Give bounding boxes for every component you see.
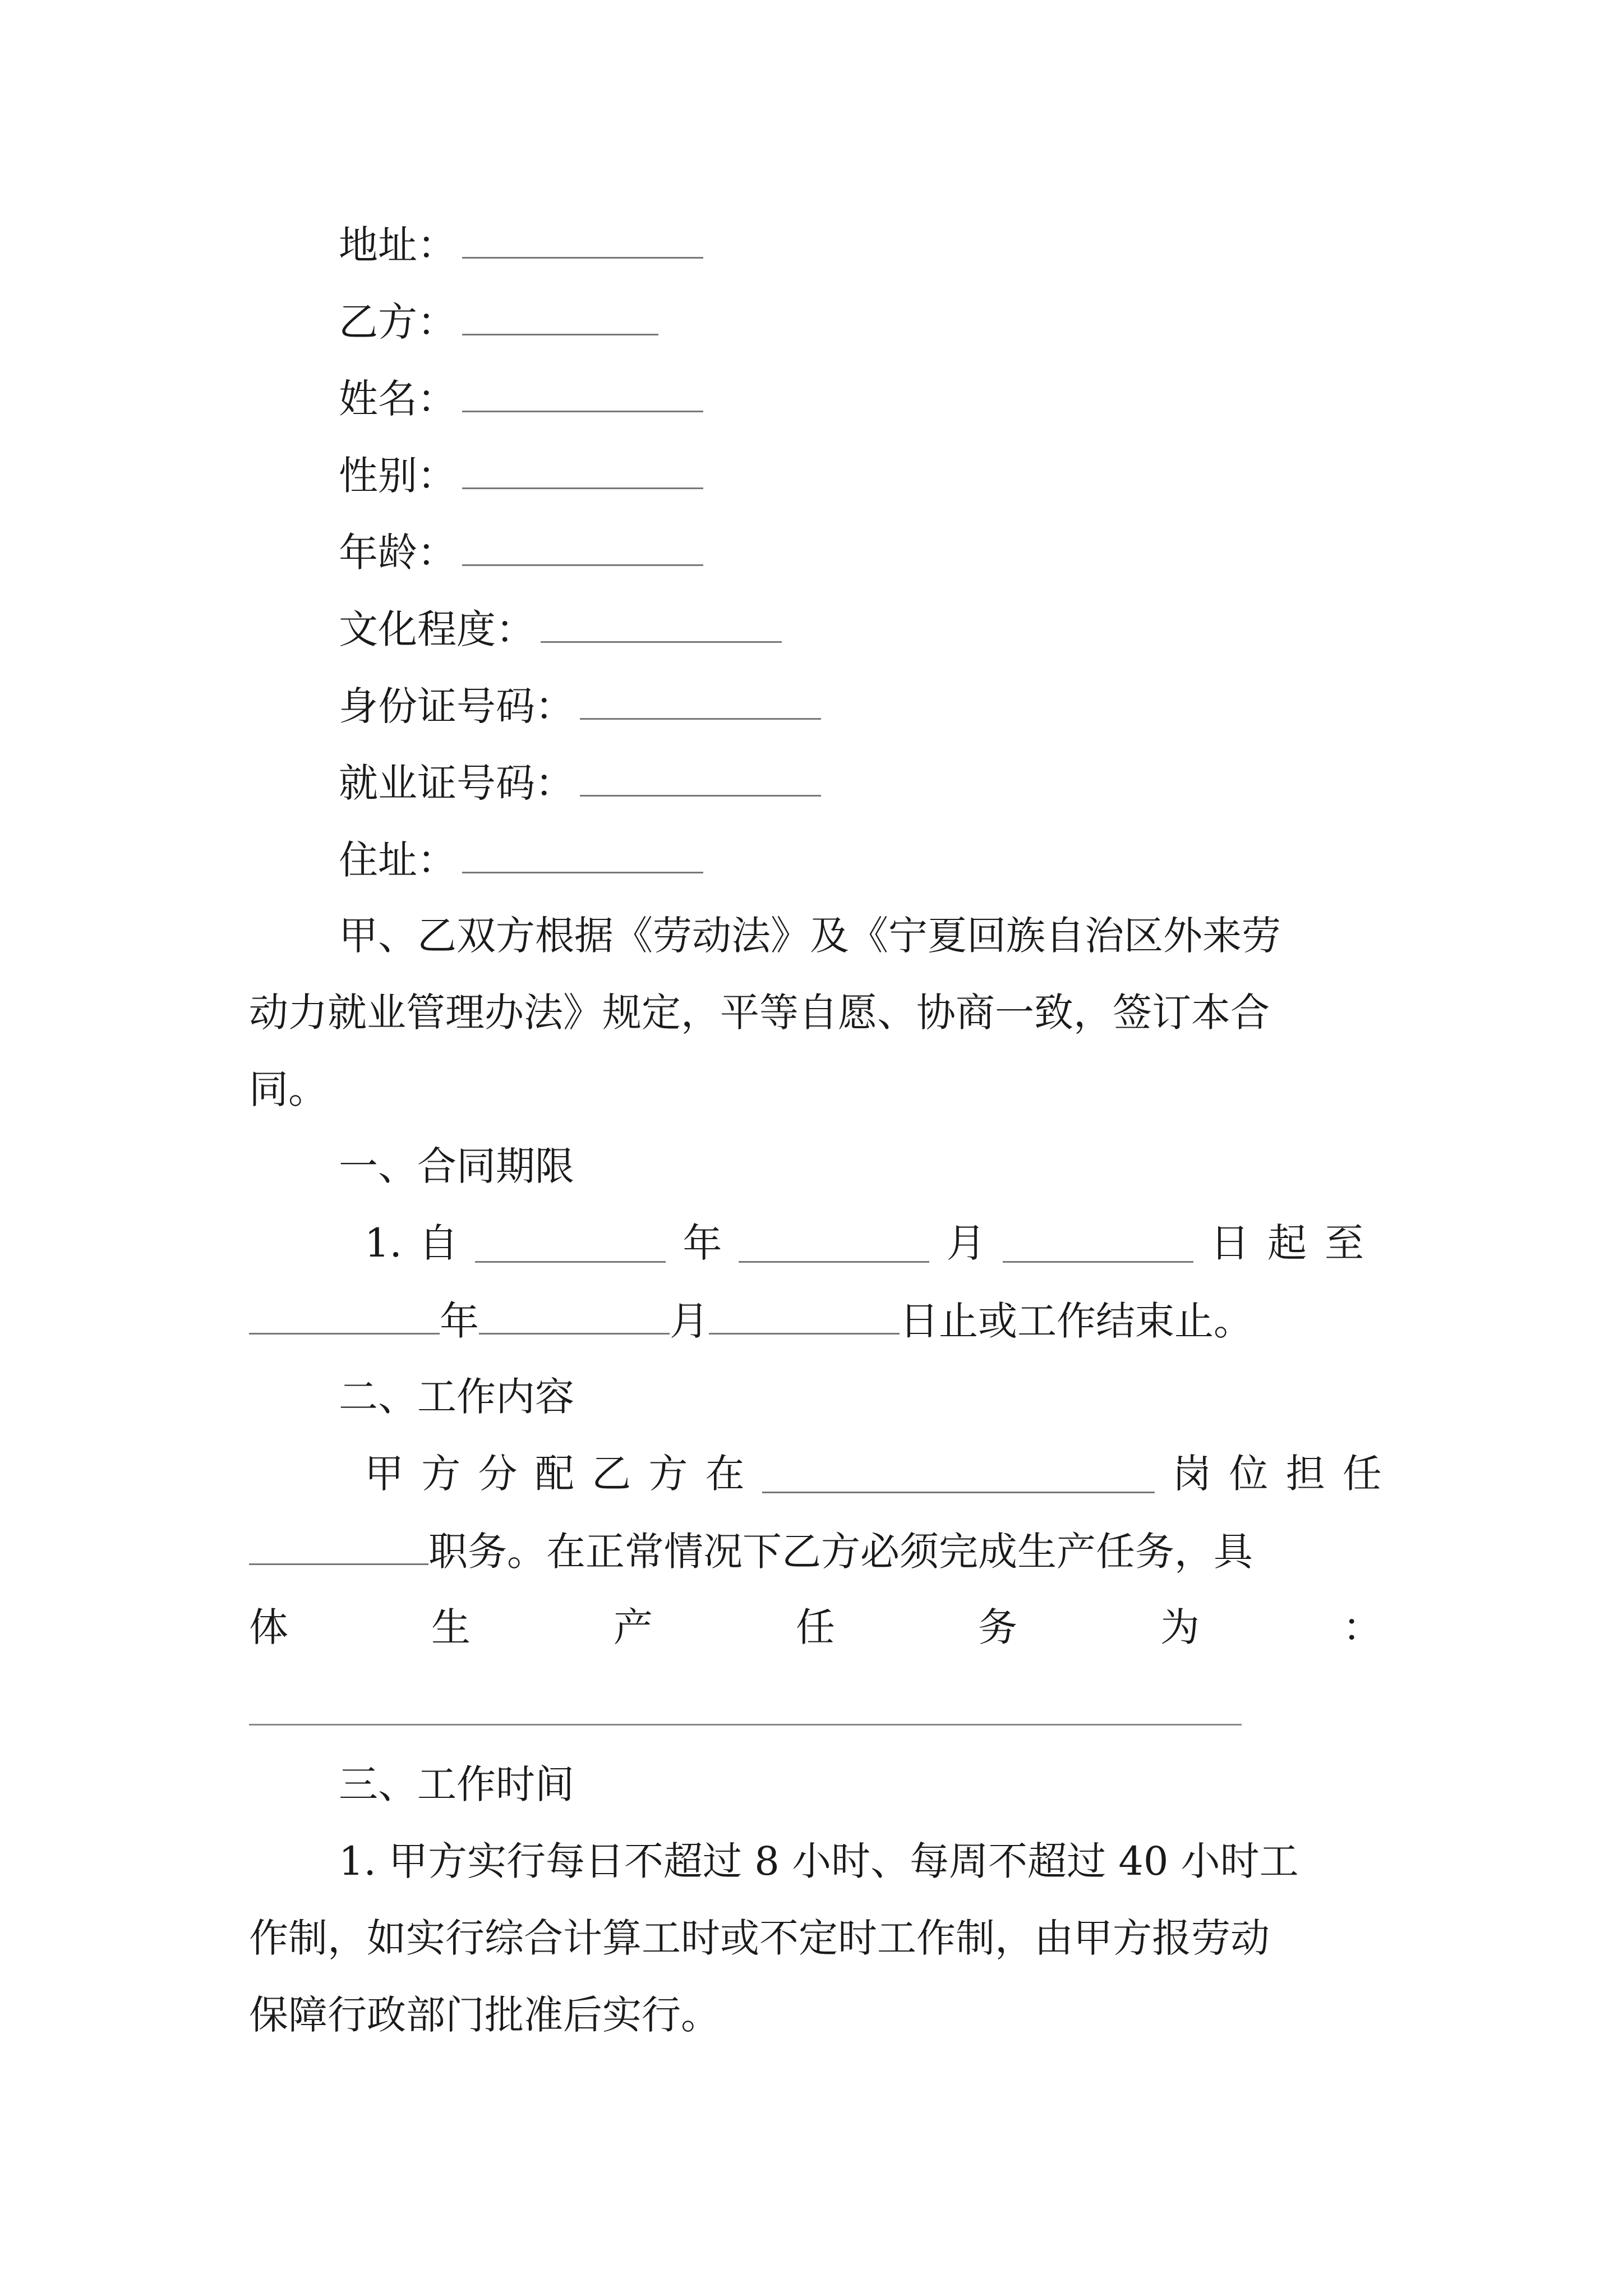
- name-field: [339, 376, 703, 422]
- start-year-blank: [475, 1228, 666, 1263]
- assign-char: 方: [421, 1451, 461, 1497]
- duty-blank: [249, 1531, 428, 1565]
- employment-cert-blank: [580, 762, 821, 797]
- party-b-field: [339, 299, 658, 345]
- id-number-field: [339, 683, 821, 729]
- assign-char: 分: [478, 1451, 518, 1497]
- post-blank: [762, 1459, 1155, 1493]
- end-month-blank: [479, 1300, 670, 1335]
- address-field: [339, 222, 703, 268]
- term-from: 自: [418, 1220, 458, 1266]
- party-b-blank: [462, 301, 658, 335]
- post-char: 岗: [1172, 1451, 1212, 1497]
- start-day-blank: [1003, 1228, 1193, 1263]
- employment-cert-label: 就业证号码：: [339, 760, 574, 806]
- intro-line-2: 动力就业管理办法》规定，平等自愿、协商一致，签订本合: [249, 990, 1270, 1036]
- assign-char: 乙: [592, 1451, 631, 1497]
- education-label: 文化程度：: [339, 606, 535, 652]
- id-number-blank: [580, 685, 821, 720]
- term-end-month: 月: [670, 1298, 709, 1344]
- section-2-heading: 二、工作内容: [339, 1374, 574, 1420]
- section-1-heading: 一、合同期限: [339, 1143, 574, 1189]
- name-blank: [462, 378, 703, 412]
- task-char: 体: [249, 1604, 288, 1650]
- start-month-blank: [739, 1228, 929, 1263]
- term-month: 月: [946, 1220, 986, 1266]
- term-line-2: [249, 1298, 1253, 1344]
- term-day-until: 日起至: [1210, 1220, 1382, 1266]
- task-line: [249, 1604, 1382, 1650]
- address-label: 地址：: [339, 222, 457, 268]
- residence-field: [339, 837, 703, 883]
- term-line-1: [365, 1220, 1382, 1266]
- gender-field: [339, 453, 703, 499]
- residence-label: 住址：: [339, 837, 457, 883]
- address-blank: [462, 224, 703, 259]
- intro-line-3: 同。: [249, 1066, 328, 1112]
- task-char: ：: [1343, 1604, 1382, 1650]
- assign-char: 甲: [365, 1451, 404, 1497]
- task-char: 为: [1160, 1604, 1200, 1650]
- term-end-text: 日止或工作结束止。: [900, 1298, 1253, 1344]
- age-label: 年龄：: [339, 530, 457, 576]
- age-blank: [462, 532, 703, 566]
- task-char: 产: [614, 1604, 653, 1650]
- post-char: 任: [1342, 1451, 1382, 1497]
- term-year: 年: [683, 1220, 722, 1266]
- work-hours-line-3: 保障行政部门批准后实行。: [249, 1992, 720, 2038]
- section-3-heading: 三、工作时间: [339, 1761, 574, 1807]
- work-hours-line-2: 作制，如实行综合计算工时或不定时工作制，由甲方报劳动: [249, 1915, 1270, 1961]
- party-b-label: 乙方：: [339, 299, 457, 345]
- term-item-number: 1.: [365, 1220, 402, 1266]
- task-blank: [249, 1724, 1242, 1726]
- assign-char: 配: [534, 1451, 574, 1497]
- task-char: 任: [796, 1604, 835, 1650]
- employment-cert-field: [339, 760, 821, 806]
- work-hours-line-1: 1. 甲方实行每日不超过 8 小时、每周不超过 40 小时工: [339, 1838, 1299, 1884]
- education-field: [339, 606, 782, 652]
- post-char: 担: [1285, 1451, 1325, 1497]
- assign-char: 在: [705, 1451, 745, 1497]
- assign-char: 方: [648, 1451, 688, 1497]
- education-blank: [541, 609, 782, 643]
- task-char: 务: [978, 1604, 1017, 1650]
- work-assign-line: [365, 1451, 1382, 1497]
- gender-label: 性别：: [339, 453, 457, 499]
- end-day-blank: [709, 1300, 900, 1335]
- age-field: [339, 530, 703, 576]
- name-label: 姓名：: [339, 376, 457, 422]
- residence-blank: [462, 839, 703, 873]
- duty-text: 职务。在正常情况下乙方必须完成生产任务，具: [428, 1529, 1253, 1575]
- task-char: 生: [431, 1604, 471, 1650]
- term-end-year: 年: [440, 1298, 479, 1344]
- end-year-blank: [249, 1300, 440, 1335]
- duty-line: [249, 1529, 1253, 1575]
- intro-line-1: 甲、乙双方根据《劳动法》及《宁夏回族自治区外来劳: [339, 913, 1281, 959]
- post-char: 位: [1229, 1451, 1269, 1497]
- gender-blank: [462, 455, 703, 489]
- id-number-label: 身份证号码：: [339, 683, 574, 729]
